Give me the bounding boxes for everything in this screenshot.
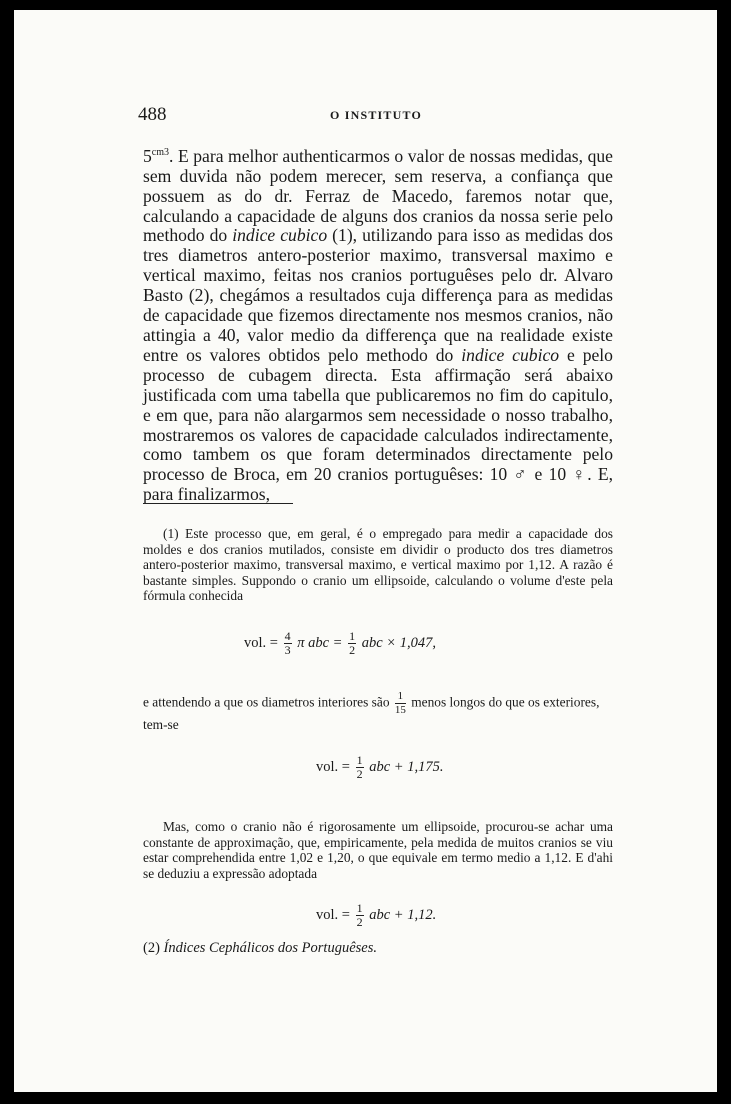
page-number: 488 bbox=[138, 104, 167, 125]
fraction-num: 1 bbox=[395, 690, 406, 704]
body-text-run: . E para melhor authenticarmos o valor de nossas medidas, que sem duvida não podem merecer, sem reserva, a confiança que possuem as do dr. Ferraz de Macedo, faremos notar que, calculando a capacidade de alguns dos cranios da nossa serie pelo methodo do bbox=[143, 145, 613, 246]
fraction-den: 2 bbox=[356, 767, 363, 781]
fraction-den: 2 bbox=[356, 915, 363, 929]
para3-text: Mas, como o cranio não é rigorosamente um ellipsoide, procurou-se achar uma constante de approximação, que, empiricamente, pela medida de muitos cranios se viu estar comprehendida entre 1,02 e 1,20, o que equivale em termo medio a 1,12. E d'ahi se deduziu a expressão adoptada bbox=[143, 819, 613, 881]
body-text-sup: cm3 bbox=[151, 147, 170, 158]
fraction-1-2 bbox=[348, 630, 356, 657]
para2-text-b: menos longos do que os exteriores, tem-se bbox=[143, 694, 600, 732]
fraction-den: 2 bbox=[349, 643, 356, 657]
fraction-1-2 bbox=[356, 902, 364, 929]
journal-title: O INSTITUTO bbox=[330, 108, 423, 122]
fraction-den: 15 bbox=[394, 704, 406, 716]
formula-1-mid: π abc = bbox=[297, 634, 343, 651]
formula-1-rhs: abc × 1,047, bbox=[361, 634, 436, 651]
footnote-1-para3 bbox=[143, 806, 613, 895]
para2-text-a: e attendendo a que os diametros interiores são bbox=[143, 694, 390, 710]
body-text-italic: indice cubico bbox=[232, 225, 328, 246]
fraction-4-3 bbox=[284, 630, 292, 657]
formula-2-rhs: abc + 1,175. bbox=[369, 758, 444, 775]
fraction-num: 1 bbox=[356, 901, 363, 915]
body-text-run: e pelo processo de cubagem directa. Esta affirmação será abaixo justificada com uma tabella que publicaremos no fim do capitulo, e em que, para não alargarmos sem necessidade o nosso trabalho, mostraremos os valores de capacidade calculados indirectamente, como tambem os que foram determinados directamente pelo processo de Broca, em 20 cranios portuguêses: 10 ♂ e 10 ♀. E, para finalizarmos, bbox=[143, 344, 613, 505]
footnote-2-number: (2) bbox=[143, 940, 160, 956]
fraction-num: 1 bbox=[349, 629, 356, 643]
footnote-2-title: Índices Cephálicos dos Portuguêses. bbox=[163, 940, 377, 956]
formula-3 bbox=[316, 902, 436, 929]
body-text-italic: indice cubico bbox=[461, 344, 560, 365]
running-header bbox=[138, 104, 614, 128]
fraction-1-2 bbox=[356, 754, 364, 781]
body-text-run: 5 bbox=[143, 145, 152, 166]
footnote-1-intro bbox=[143, 526, 613, 604]
footnote-divider bbox=[143, 503, 293, 504]
formula-3-rhs: abc + 1,12. bbox=[369, 906, 437, 923]
fraction-den: 3 bbox=[284, 643, 291, 657]
fraction-1-15 bbox=[395, 690, 406, 717]
formula-1 bbox=[244, 630, 436, 657]
body-text-run: (1), utilizando para isso as medidas dos tres diametros antero-posterior maximo, transversal maximo e vertical maximo, feitas nos cranios portuguêses pelo dr. Alvaro Basto (2), chegámos a resultados cuja differença para as medidas de capacidade que fizemos directamente nos mesmos cranios, não attingia a 40, valor medio da differença que na realidade existe entre os valores obtidos pelo methodo do bbox=[143, 225, 613, 365]
formula-3-lhs: vol. = bbox=[316, 906, 350, 923]
fraction-num: 4 bbox=[284, 629, 291, 643]
formula-2-lhs: vol. = bbox=[316, 758, 350, 775]
footnote-1-para2 bbox=[143, 690, 613, 733]
footnote-1-para1: (1) Este processo que, em geral, é o empregado para medir a capacidade dos moldes e dos cranios mutilados, consiste em dividir o producto dos tres diametros antero-posterior maximo, transversal maximo, e vertical maximo por 1,12. A razão é bastante simples. Suppondo o cranio um ellipsoide, calculando o volume d'este pela fórmula conhecida bbox=[143, 526, 613, 603]
formula-1-lhs: vol. = bbox=[244, 634, 278, 651]
footnote-2 bbox=[143, 940, 377, 957]
fraction-num: 1 bbox=[356, 753, 363, 767]
formula-2 bbox=[316, 754, 443, 781]
main-paragraph bbox=[143, 143, 613, 505]
